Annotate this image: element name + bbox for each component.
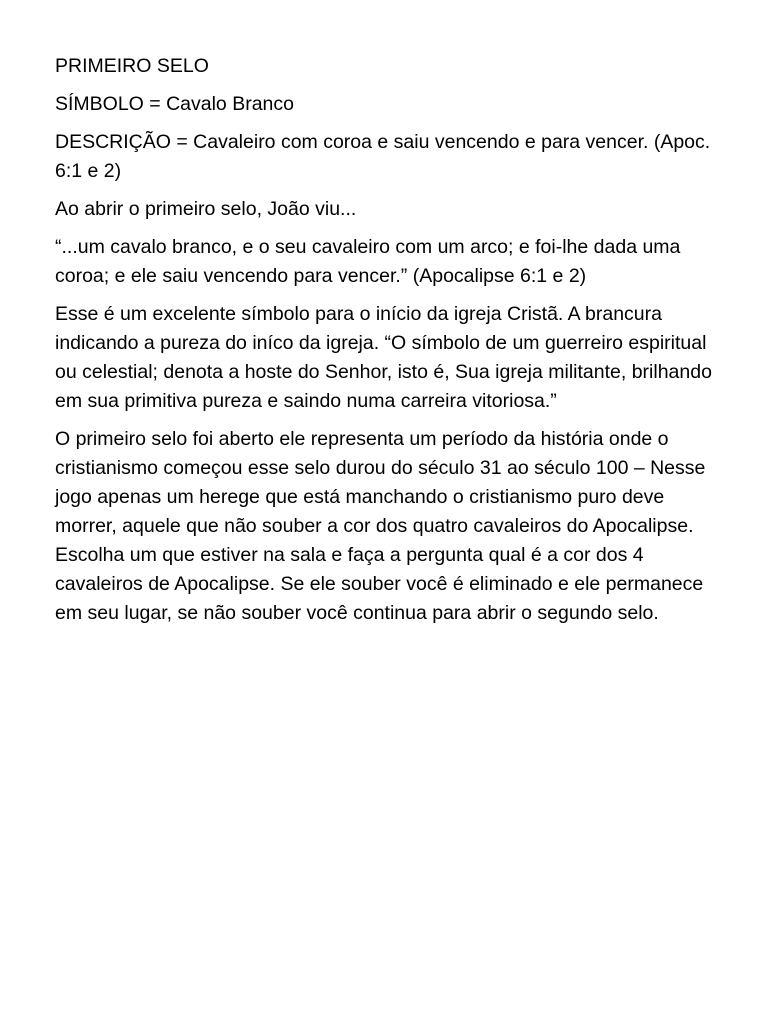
heading-primeiro-selo: PRIMEIRO SELO (55, 55, 209, 77)
intro-line: Ao abrir o primeiro selo, João viu... (55, 198, 357, 220)
document-page (55, 52, 715, 637)
game-rules-paragraph: O primeiro selo foi aberto ele representa um período da história onde o cristianismo começou esse selo durou do século 31 ao século 100 – Nesse jogo apenas um herege que está manchando o cristianismo puro deve morrer, aquele que não souber a cor dos quatro cavaleiros do Apocalipse. Escolha um que estiver na sala e faça a pergunta qual é a cor dos 4 cavaleiros de Apocalipse. Se ele souber você é eliminado e ele permanece em seu lugar, se não souber você continua para abrir o segundo selo. (55, 428, 706, 624)
descricao-paragraph: DESCRIÇÃO = Cavaleiro com coroa e saiu vencendo e para vencer. (Apoc. 6:1 e 2) (55, 131, 711, 182)
scripture-quote: “...um cavalo branco, e o seu cavaleiro com um arco; e foi-lhe dada uma coroa; e ele saiu vencendo para vencer.” (Apocalipse 6:1 e 2) (55, 236, 681, 287)
symbol-explanation-paragraph: Esse é um excelente símbolo para o início da igreja Cristã. A brancura indicando a pureza do iníco da igreja. “O símbolo de um guerreiro espiritual ou celestial; denota a hoste do Senhor, isto é, Sua igreja militante, brilhando em sua primitiva pureza e saindo numa carreira vitoriosa.” (55, 303, 712, 412)
simbolo-line: SÍMBOLO = Cavalo Branco (55, 93, 294, 115)
